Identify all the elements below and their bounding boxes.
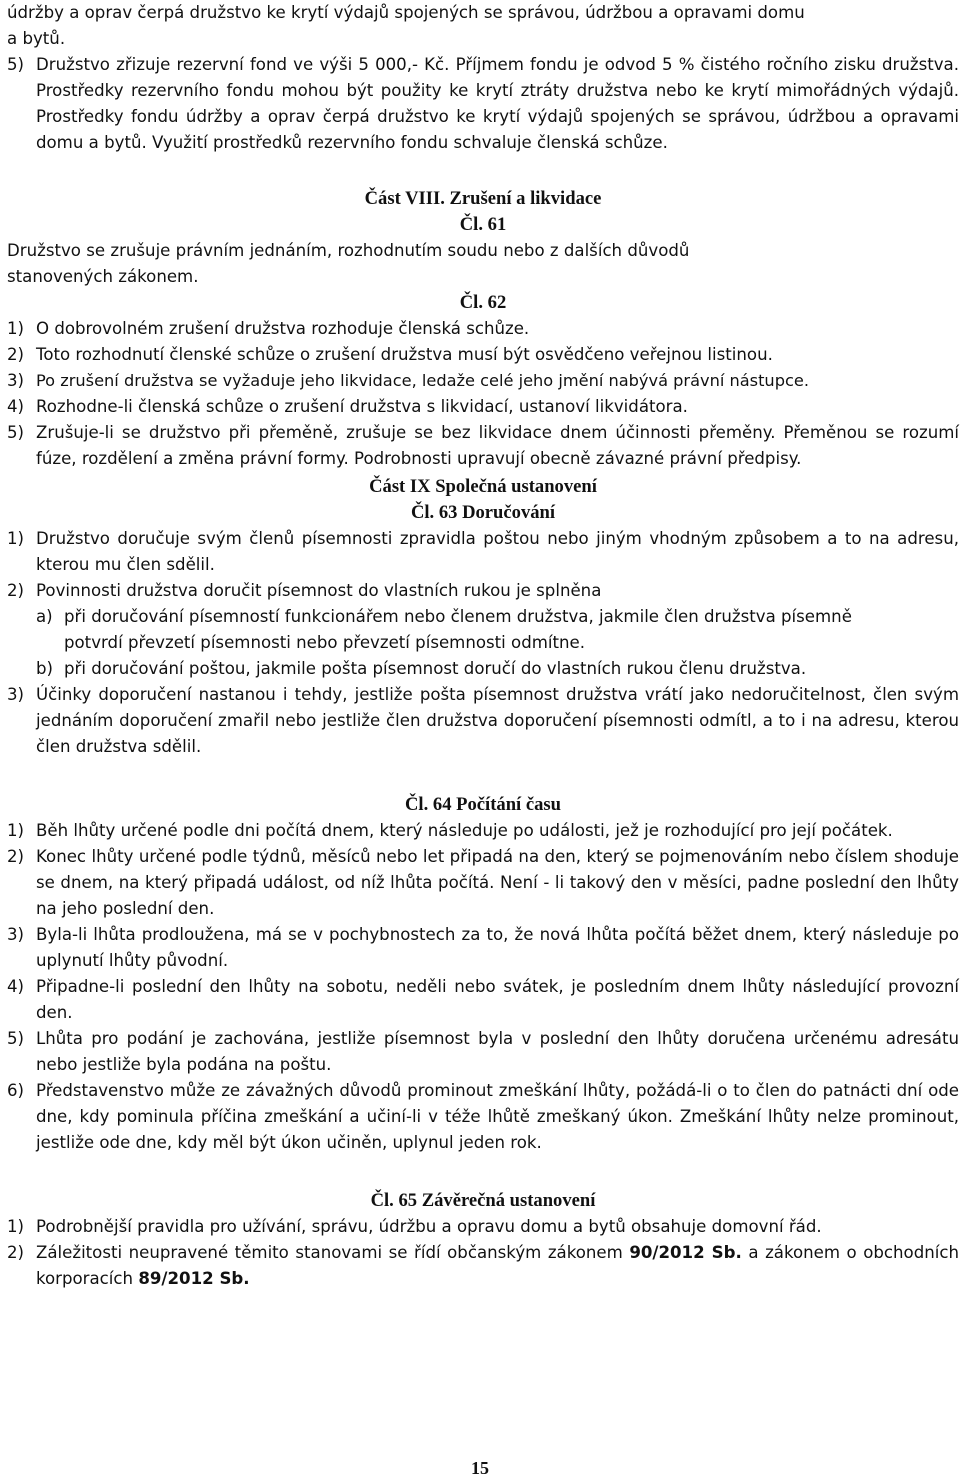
- list-item: [7, 394, 959, 420]
- item-number: 3): [7, 371, 25, 390]
- item-number: 1): [7, 319, 25, 338]
- list-item: [7, 922, 959, 974]
- item-number: 2): [7, 847, 25, 866]
- item-text: Toto rozhodnutí členské schůze o zrušení družstva musí být osvědčeno veřejnou listinou.: [36, 345, 773, 364]
- part-9-title: Část IX Společná ustanovení: [369, 476, 597, 497]
- list-item: [7, 1214, 959, 1240]
- item-number: 2): [7, 581, 25, 600]
- item-text: Byla-li lhůta prodloužena, má se v pochybnostech za to, že nová lhůta počítá běžet dnem, který následuje po uplynutí lhůty původní.: [36, 925, 959, 970]
- list-item: [7, 578, 959, 604]
- item-number: 4): [7, 977, 25, 996]
- item-text: Po zrušení družstva se vyžaduje jeho likvidace, ledaže celé jeho jmění nabývá právní nástupce.: [36, 371, 809, 390]
- item-text: Lhůta pro podání je zachována, jestliže písemnost byla v poslední den lhůty doručena určenému adresátu nebo jestliže byla podána na poštu.: [36, 1029, 959, 1074]
- item-text: Představenstvo může ze závažných důvodů prominout zmeškání lhůty, požádá-li o to člen do patnácti dní ode dne, kdy pominula příčina zmeškání a učiní-li v téže lhůtě zmeškaný úkon. Zmeškání lhůty nelze prominout, jestliže ode dne, kdy měl být úkon učiněn, uplynul jeden rok.: [36, 1081, 959, 1152]
- item-number: 3): [7, 925, 25, 944]
- item-text: [36, 1240, 959, 1292]
- part-8-title: Část VIII. Zrušení a likvidace: [364, 188, 602, 209]
- item-number: 2): [7, 1243, 25, 1262]
- item-number: 1): [7, 821, 25, 840]
- list-item: [7, 682, 959, 760]
- item-number: 6): [7, 1081, 25, 1100]
- sub-item-text: při doručování poštou, jakmile pošta písemnost doručí do vlastních rukou členu družstva.: [64, 659, 807, 678]
- sub-item-text: při doručování písemností funkcionářem nebo členem družstva, jakmile člen družstva písemně potvrdí převzetí písemnosti nebo převzetí písemnosti odmítne.: [64, 607, 852, 652]
- page-number: 15: [471, 1458, 489, 1478]
- item-text: Podrobnější pravidla pro užívání, správu, údržbu a opravu domu a bytů obsahuje domovní řád.: [36, 1217, 822, 1236]
- article-64-heading: Čl. 64 Počítání času: [405, 794, 561, 815]
- item-text: Připadne-li poslední den lhůty na sobotu, neděli nebo svátek, je posledním dnem lhůty následující provozní den.: [36, 977, 959, 1022]
- reserve-fund-item: [7, 52, 959, 156]
- item-number: 4): [7, 397, 25, 416]
- item-text: Účinky doporučení nastanou i tehdy, jestliže pošta písemnost družstva vrátí jako nedoručitelnost, člen svým jednáním doporučení zmařil nebo jestliže člen družstva doporučení písemnosti odmítl, a to i na adresu, kterou člen družstva sdělil.: [36, 685, 959, 756]
- item-number: 5): [7, 55, 25, 74]
- article-63-list: [7, 526, 959, 760]
- item-number: 3): [7, 685, 25, 704]
- item-text: Zrušuje-li se družstvo při přeměně, zrušuje se bez likvidace dnem účinnosti přeměny. Přeměnou se rozumí fúze, rozdělení a změna právní formy. Podrobnosti upravují obecně závazné právní předpisy.: [36, 423, 959, 468]
- item-number: 5): [7, 1029, 25, 1048]
- item-text: O dobrovolném zrušení družstva rozhoduje členská schůze.: [36, 319, 530, 338]
- item-text: Konec lhůty určené podle týdnů, měsíců nebo let připadá na den, který se pojmenováním nebo číslem shoduje se dnem, na který připadá událost, od níž lhůta počítá. Není - li takový den v měsíci, padne poslední den lhůty na jeho poslední den.: [36, 847, 959, 918]
- continuation-line-2: a bytů.: [7, 29, 66, 48]
- article-61-text: Družstvo se zrušuje právním jednáním, rozhodnutím soudu nebo z dalších důvodů stanovených zákonem.: [7, 241, 690, 286]
- law-reference: 89/2012 Sb.: [138, 1269, 250, 1288]
- article-65-list: [7, 1214, 959, 1292]
- sub-item-letter: a): [36, 607, 53, 626]
- list-item: [7, 1078, 959, 1156]
- list-item: [7, 526, 959, 578]
- list-item: [7, 1240, 959, 1292]
- list-item: [7, 342, 959, 368]
- article-61-heading: Čl. 61: [459, 214, 507, 235]
- item-text: Povinnosti družstva doručit písemnost do vlastních rukou je splněna: [36, 581, 602, 600]
- article-62-heading: Čl. 62: [459, 292, 507, 313]
- list-item: [7, 368, 959, 394]
- article-63-heading: Čl. 63 Doručování: [410, 502, 556, 523]
- sub-item-letter: b): [36, 659, 54, 678]
- article-65-heading: Čl. 65 Závěrečná ustanovení: [370, 1190, 596, 1211]
- list-item: [7, 316, 959, 342]
- list-item: [7, 420, 959, 472]
- article-62-list: [7, 316, 959, 472]
- item-text: Běh lhůty určené podle dni počítá dnem, který následuje po události, jež je rozhodující pro její počátek.: [36, 821, 893, 840]
- list-item: [7, 818, 959, 844]
- item-number: 1): [7, 1217, 25, 1236]
- item-number: 1): [7, 529, 25, 548]
- sub-item: [7, 604, 959, 656]
- list-item: [7, 1026, 959, 1078]
- continuation-text: [7, 0, 959, 52]
- list-item: [7, 844, 959, 922]
- item-number: 5): [7, 423, 25, 442]
- item-text-part: a zákonem o obchodních korporacích: [36, 1243, 960, 1288]
- continuation-line-1: údržby a oprav čerpá družstvo ke krytí výdajů spojených se správou, údržbou a opravami domu: [7, 3, 805, 22]
- list-item: [7, 974, 959, 1026]
- law-reference: 90/2012 Sb.: [629, 1243, 742, 1262]
- document-page: [7, 0, 959, 1292]
- item-text: Družstvo doručuje svým členů písemnosti zpravidla poštou nebo jiným vhodným způsobem a to na adresu, kterou mu člen sdělil.: [36, 529, 959, 574]
- item-text-part: Záležitosti neupravené těmito stanovami se řídí občanským zákonem: [36, 1243, 630, 1262]
- article-64-list: [7, 818, 959, 1156]
- item-text: Rozhodne-li členská schůze o zrušení družstva s likvidací, ustanoví likvidátora.: [36, 397, 688, 416]
- sub-item: [7, 656, 959, 682]
- item-number: 2): [7, 345, 25, 364]
- item-text: Družstvo zřizuje rezervní fond ve výši 5 000,- Kč. Příjmem fondu je odvod 5 % čistého ročního zisku družstva. Prostředky rezervního fondu mohou být použity ke krytí ztráty družstva nebo ke krytí mimořádných výdajů. Prostředky fondu údržby a oprav čerpá družstvo ke krytí výdajů spojených se správou, údržbou a opravami domu a bytů. Využití prostředků rezervního fondu schvaluje členská schůze.: [36, 55, 959, 152]
